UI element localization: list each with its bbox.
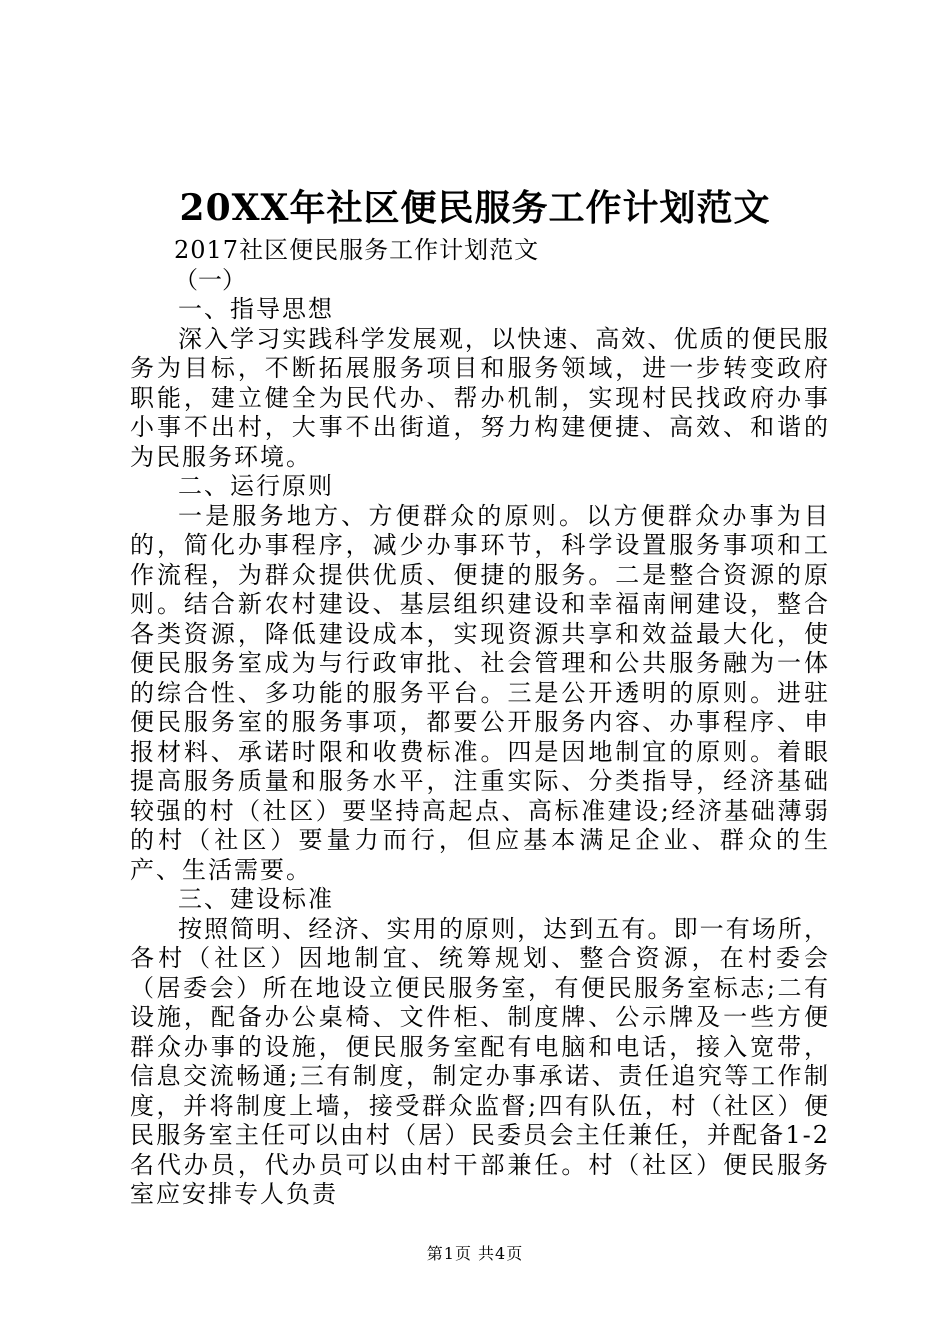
section-heading-construction-standards: 三、建设标准 bbox=[178, 885, 334, 913]
document-subtitle: 2017社区便民服务工作计划范文 bbox=[174, 236, 540, 264]
document-title: 20XX年社区便民服务工作计划范文 bbox=[179, 187, 771, 229]
section-paragraph-construction-standards: 按照简明、经济、实用的原则，达到五有。即一有场所，各村（社区）因地制宜、统筹规划、整合资源，在村委会（居委会）所在地设立便民服务室，有便民服务室标志;二有设施，配备办公桌椅、文件柜、制度牌、公示牌及一些方便群众办事的设施，便民服务室配有电脑和电话，接入宽带，信息交流畅通;三有制度，制定办事承诺、责任追究等工作制度，并将制度上墙，接受群众监督;四有队伍，村（社区）便民服务室主任可以由村（居）民委员会主任兼任，并配备1-2名代办员，代办员可以由村干部兼任。村（社区）便民服务室应安排专人负责 bbox=[130, 914, 830, 1208]
part-marker: （一） bbox=[174, 265, 246, 294]
section-heading-operating-principles: 二、运行原则 bbox=[178, 472, 334, 500]
section-heading-guiding-ideology: 一、指导思想 bbox=[178, 295, 334, 323]
section-paragraph-operating-principles: 一是服务地方、方便群众的原则。以方便群众办事为目的，简化办事程序，减少办事环节，科学设置服务事项和工作流程，为群众提供优质、便捷的服务。二是整合资源的原则。结合新农村建设、基层组织建设和幸福南闸建设，整合各类资源，降低建设成本，实现资源共享和效益最大化，使便民服务室成为与行政审批、社会管理和公共服务融为一体的综合性、多功能的服务平台。三是公开透明的原则。进驻便民服务室的服务事项，都要公开服务内容、办事程序、申报材料、承诺时限和收费标准。四是因地制宜的原则。着眼提高服务质量和服务水平，注重实际、分类指导，经济基础较强的村（社区）要坚持高起点、高标准建设;经济基础薄弱的村（社区）要量力而行，但应基本满足企业、群众的生产、生活需要。 bbox=[130, 501, 830, 884]
document-body bbox=[130, 236, 830, 1210]
page-footer: 第1页 共4页 bbox=[426, 1244, 524, 1263]
section-paragraph-guiding-ideology: 深入学习实践科学发展观，以快速、高效、优质的便民服务为目标，不断拓展服务项目和服务领域，进一步转变政府职能，建立健全为民代办、帮办机制，实现村民找政府办事小事不出村，大事不出街道，努力构建便捷、高效、和谐的为民服务环境。 bbox=[130, 324, 830, 471]
